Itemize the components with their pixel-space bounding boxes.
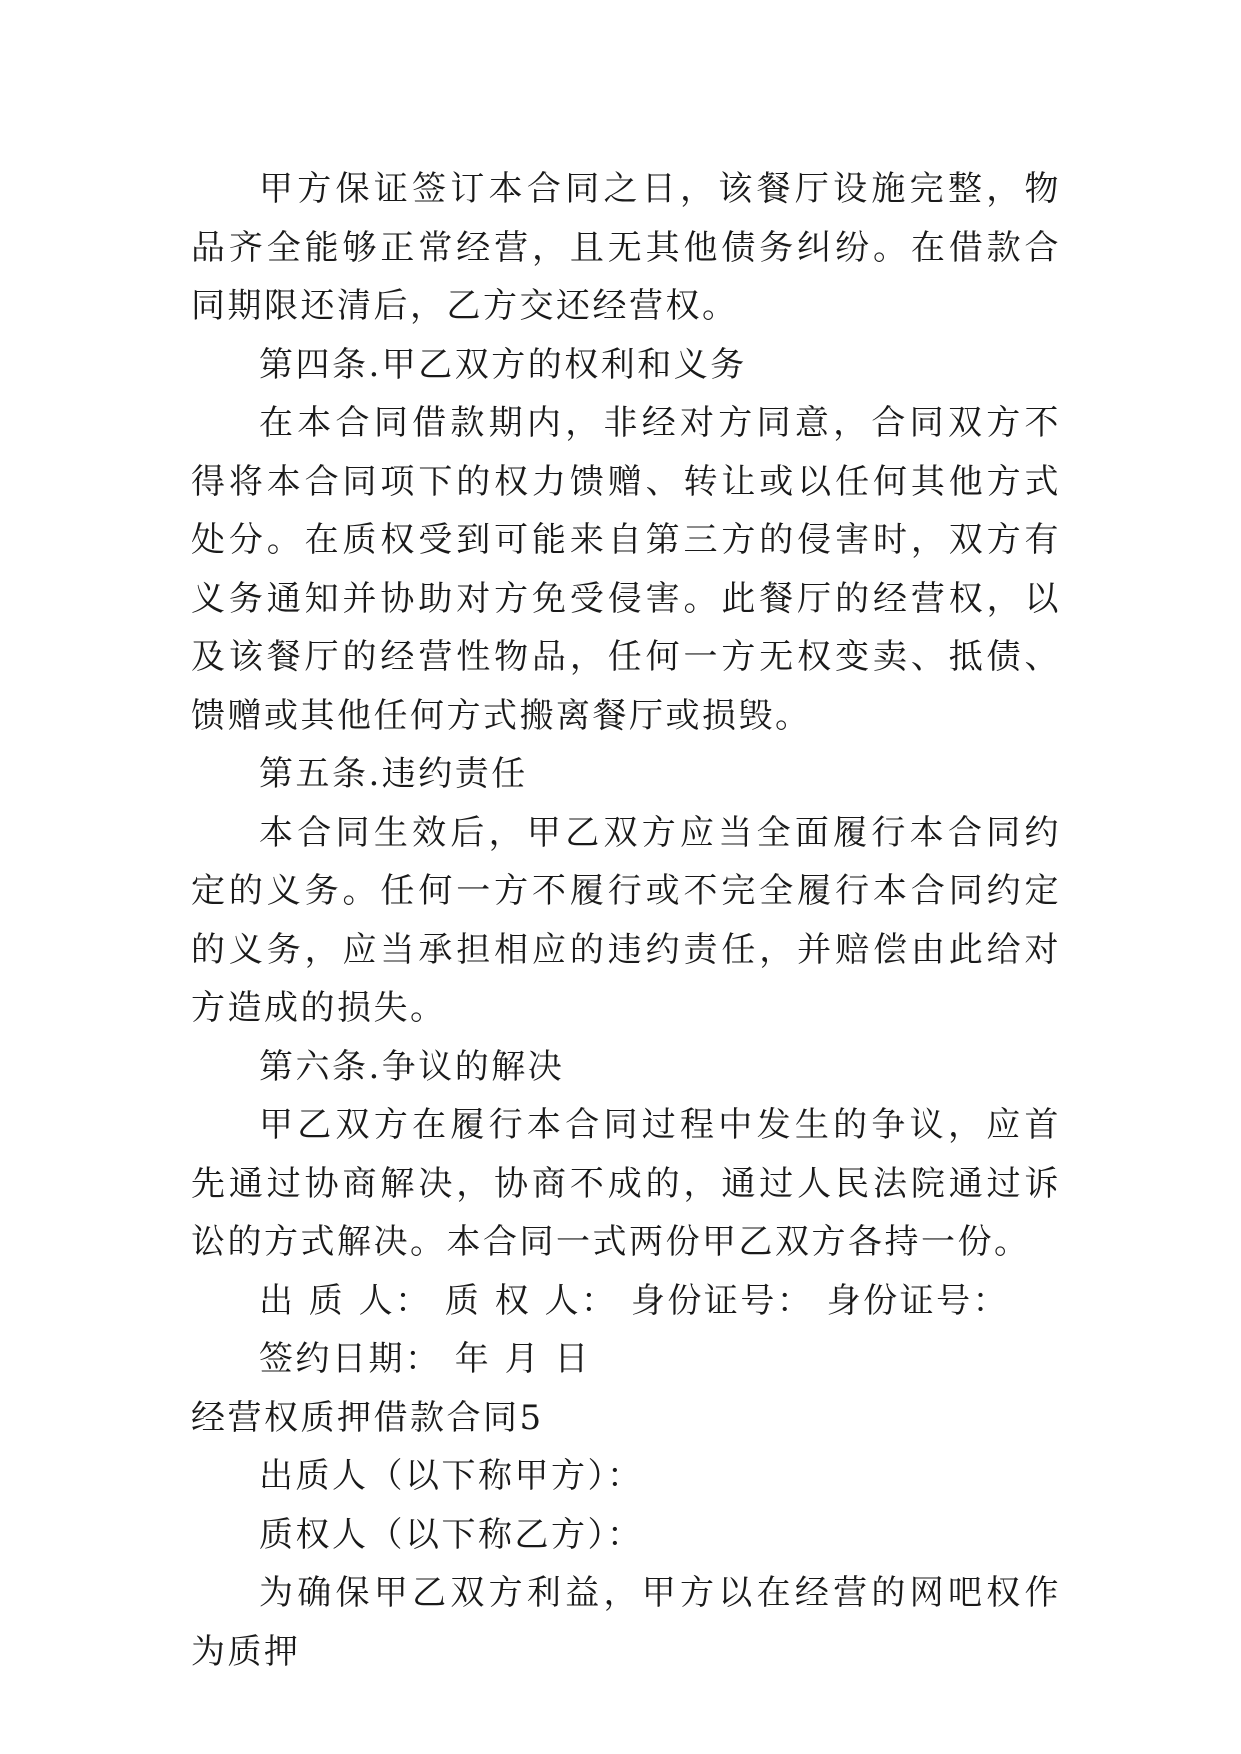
pledgee-line: 质权人（以下称乙方）： — [259, 1514, 644, 1555]
paragraph-rights-obligations: 在本合同借款期内，非经对方同意，合同双方不得将本合同项下的权力馈赠、转让或以任何其他方式处分。在质权受到可能来自第三方的侵害时，双方有义务通知并协助对方免受侵害。此餐厅的经营权，以及该餐厅的经营性物品，任何一方无权变卖、抵债、馈赠或其他任何方式搬离餐厅或损毁。 — [191, 403, 1061, 736]
paragraph-guarantee: 甲方保证签订本合同之日，该餐厅设施完整，物品齐全能够正常经营，且无其他债务纠纷。在借款合同期限还清后，乙方交还经营权。 — [191, 169, 1061, 326]
signing-date-line: 签约日期： 年 月 日 — [259, 1339, 591, 1379]
paragraph-pledge-intro: 为确保甲乙双方利益，甲方以在经营的网吧权作为质押 — [191, 1573, 1061, 1672]
document-body — [191, 160, 1061, 1681]
heading-article-5: 第五条.违约责任 — [259, 754, 528, 794]
contract-title-5: 经营权质押借款合同5 — [191, 1397, 544, 1438]
heading-article-4: 第四条.甲乙双方的权利和义务 — [259, 344, 747, 385]
paragraph-breach-liability: 本合同生效后，甲乙双方应当全面履行本合同约定的义务。任何一方不履行或不完全履行本合同约定的义务，应当承担相应的违约责任，并赔偿由此给对方造成的损失。 — [191, 812, 1061, 1028]
signature-parties-line: 出 质 人： 质 权 人： 身份证号： 身份证号： — [259, 1280, 1010, 1321]
heading-article-6: 第六条.争议的解决 — [259, 1046, 565, 1087]
pledgor-line: 出质人（以下称甲方）： — [259, 1456, 644, 1496]
paragraph-dispute-resolution: 甲乙双方在履行本合同过程中发生的争议，应首先通过协商解决，协商不成的，通过人民法院通过诉讼的方式解决。本合同一式两份甲乙双方各持一份。 — [191, 1105, 1061, 1262]
